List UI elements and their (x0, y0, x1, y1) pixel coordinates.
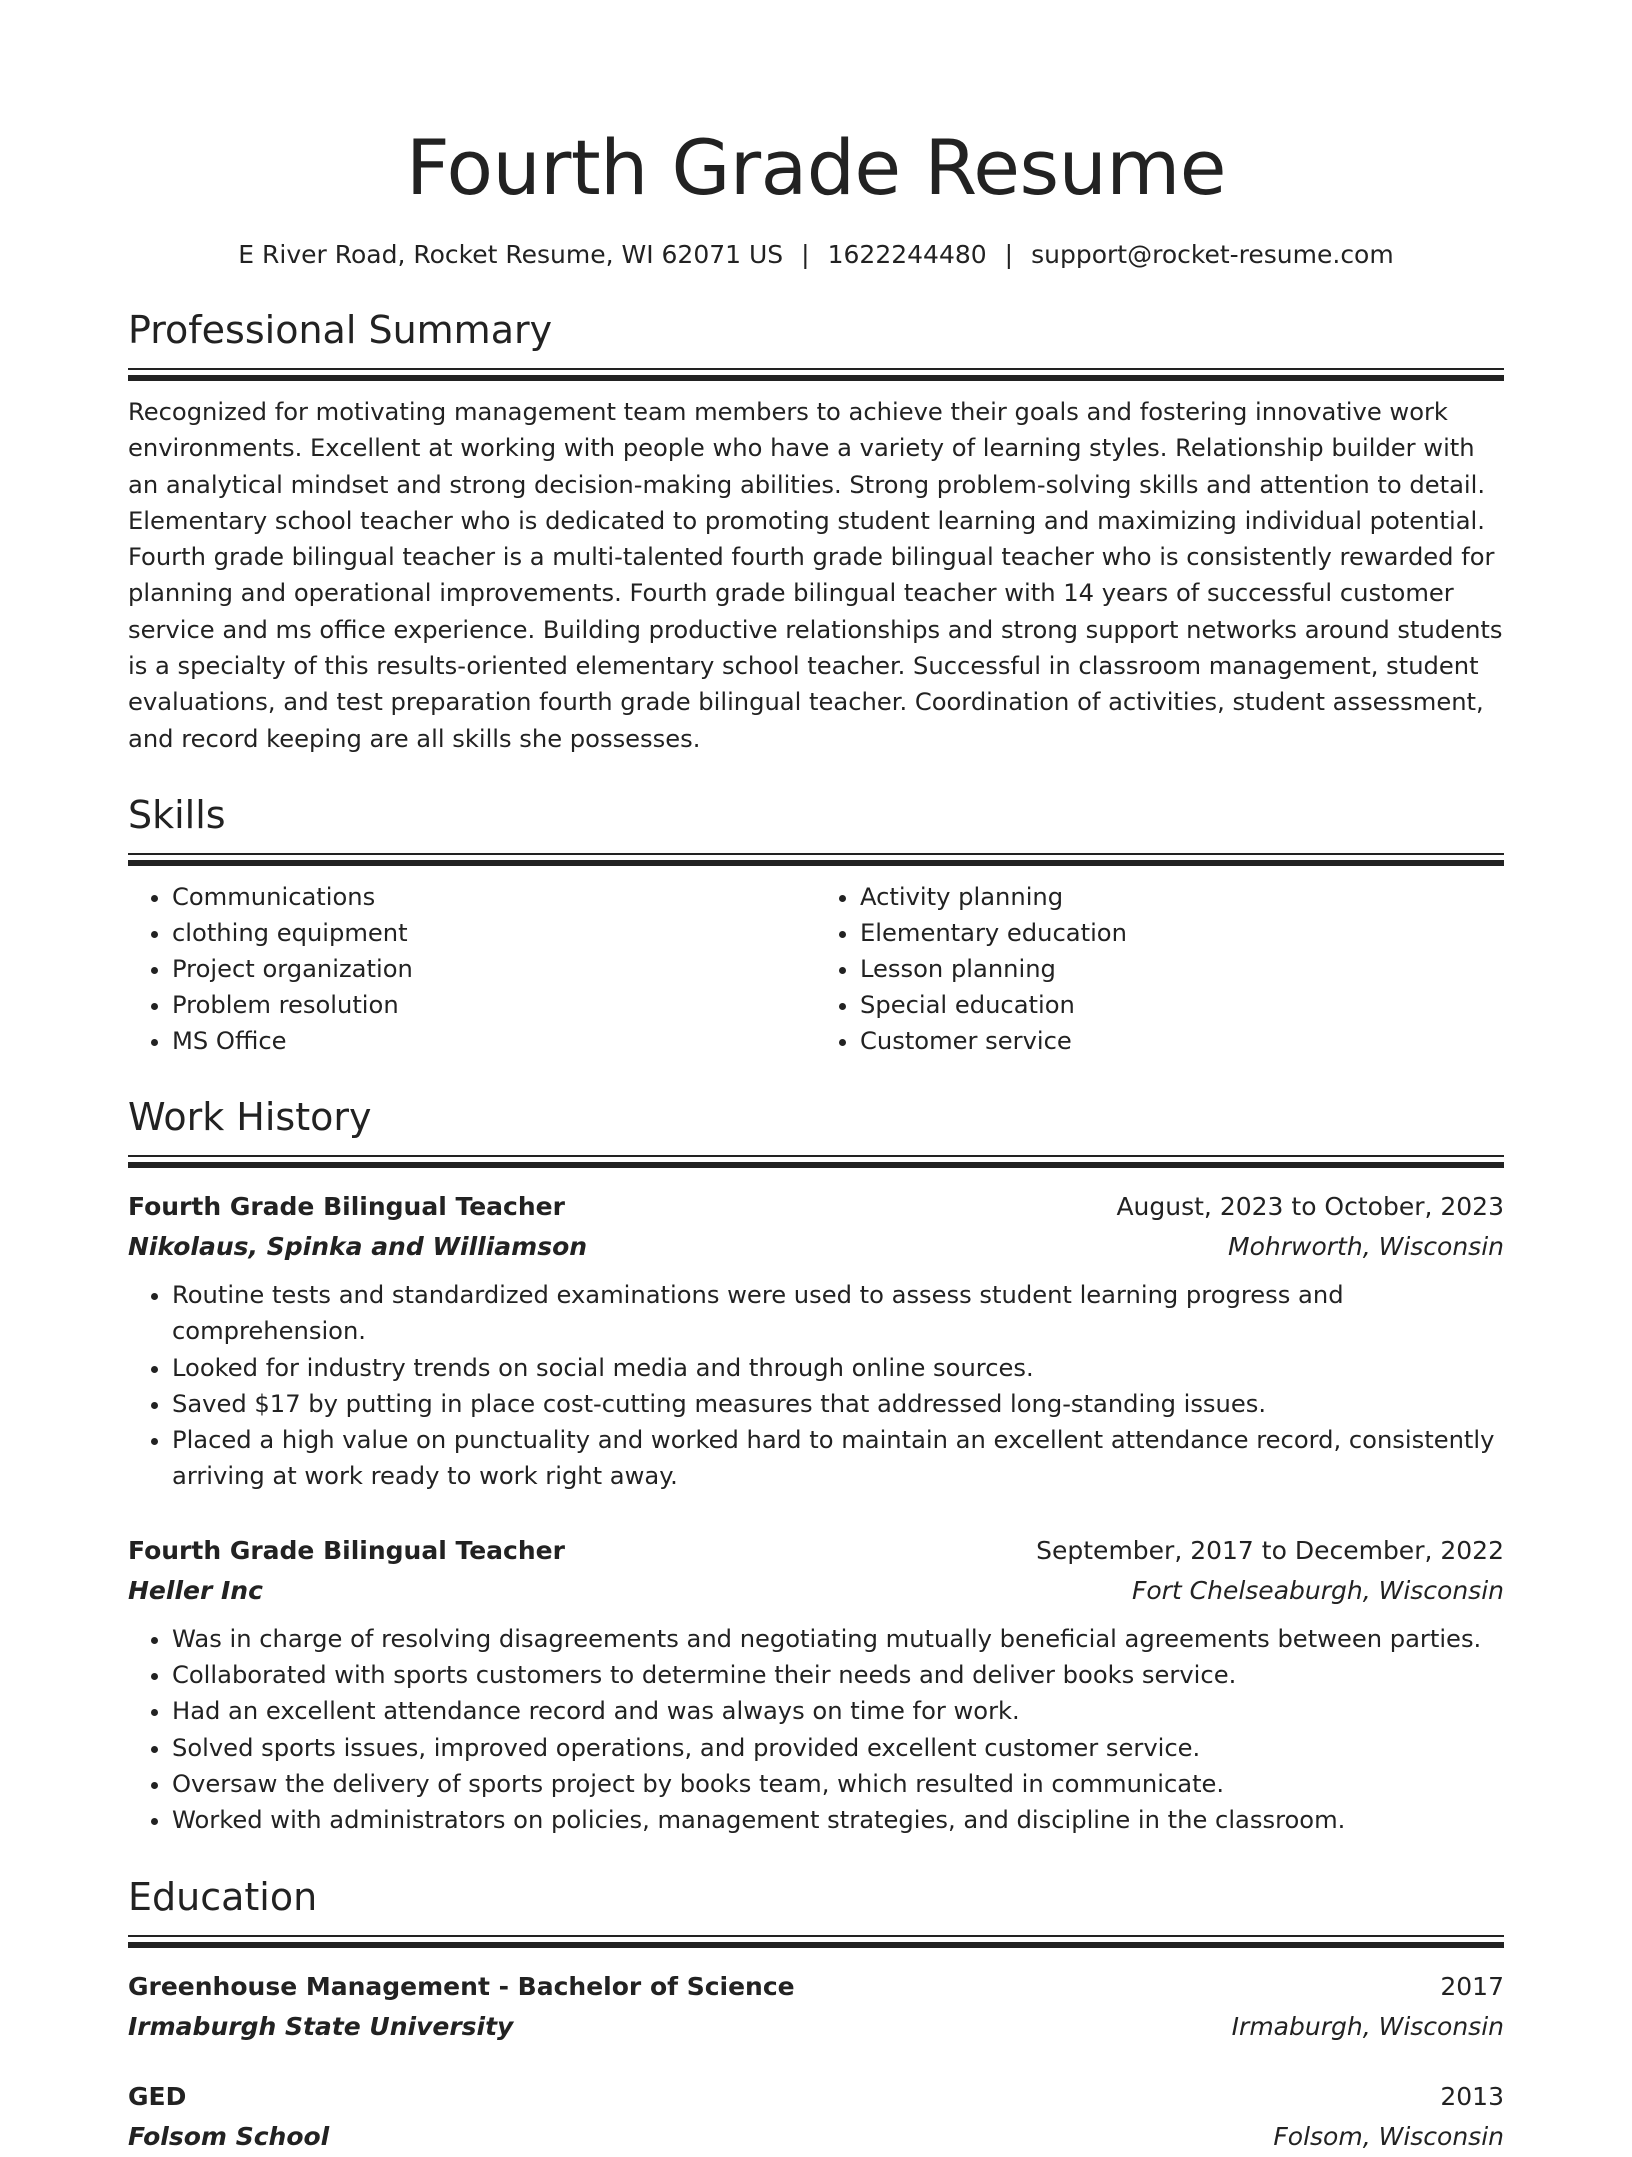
skill-item: • Elementary education (860, 915, 1504, 951)
summary-text: Recognized for motivating management team members to achieve their goals and fostering innovative work environments. Excellent at working with people who have a variety of learning styles. Relationship builder with an analytical mindset and strong decision-making abilities. Strong problem-solving skills and attention to detail. Elementary school teacher who is dedicated to promoting student learning and maximizing individual potential. Fourth grade bilingual teacher is a multi-talented fourth grade bilingual teacher who is consistently rewarded for planning and operational improvements. Fourth grade bilingual teacher with 14 years of successful customer service and ms office experience. Building productive relationships and strong support networks around students is a specialty of this results-oriented elementary school teacher. Successful in classroom management, student evaluations, and test preparation fourth grade bilingual teacher. Coordination of activities, student assessment, and record keeping are all skills she possesses. (128, 398, 1503, 753)
skill-item: • MS Office (172, 1023, 816, 1059)
contact-line (128, 238, 1504, 272)
education-degree: Greenhouse Management - Bachelor of Science (128, 1971, 795, 2001)
education-school-row (128, 2007, 1504, 2047)
section-divider (128, 1935, 1504, 1947)
job-header-row (128, 1531, 1504, 1571)
job-bullet: • Saved $17 by putting in place cost-cutting measures that addressed long-standing issues. (172, 1386, 1504, 1422)
skill-item: • Special education (860, 987, 1504, 1023)
skills-list-left (128, 879, 816, 1059)
education-entry (128, 1967, 1504, 2047)
job-bullet: • Was in charge of resolving disagreements and negotiating mutually beneficial agreements between parties. (172, 1621, 1504, 1657)
skill-item: • Activity planning (860, 879, 1504, 915)
skill-item: • Communications (172, 879, 816, 915)
job-bullets (128, 1621, 1504, 1839)
skills-columns (128, 879, 1504, 1059)
job-bullet: • Worked with administrators on policies, management strategies, and discipline in the classroom. (172, 1802, 1504, 1838)
job-header-row (128, 1187, 1504, 1227)
skill-item: • clothing equipment (172, 915, 816, 951)
section-divider (128, 853, 1504, 865)
education-location: Irmaburgh, Wisconsin (1231, 2011, 1504, 2041)
job-bullets (128, 1277, 1504, 1495)
contact-separator: | (1004, 240, 1014, 269)
contact-separator: | (801, 240, 810, 269)
education-header-row (128, 2077, 1504, 2117)
job-company: Heller Inc (128, 1575, 263, 1605)
job-dates: August, 2023 to October, 2023 (1116, 1191, 1504, 1221)
education-location: Folsom, Wisconsin (1273, 2121, 1504, 2151)
education-school: Irmaburgh State University (128, 2011, 514, 2041)
job-location: Fort Chelseaburgh, Wisconsin (1131, 1575, 1504, 1605)
work-history-heading: Work History (128, 1094, 372, 1139)
education-heading: Education (128, 1874, 318, 1919)
skill-item: • Project organization (172, 951, 816, 987)
job-bullet: • Placed a high value on punctuality and worked hard to maintain an excellent attendance record, consistently arriving at work ready to work right away. (172, 1422, 1504, 1495)
job-entry (128, 1187, 1504, 1495)
job-bullet: • Oversaw the delivery of sports project by books team, which resulted in communicate. (172, 1766, 1504, 1802)
job-company-row (128, 1571, 1504, 1611)
section-divider (128, 1155, 1504, 1167)
education-header-row (128, 1967, 1504, 2007)
skills-heading: Skills (128, 792, 226, 837)
job-bullet: • Had an excellent attendance record and was always on time for work. (172, 1693, 1504, 1729)
education-year: 2013 (1440, 2081, 1504, 2111)
education-year: 2017 (1440, 1971, 1504, 2001)
education-school-row (128, 2117, 1504, 2157)
resume-title: Fourth Grade Resume (405, 123, 1227, 212)
education-degree: GED (128, 2081, 187, 2111)
summary-heading: Professional Summary (128, 308, 553, 352)
job-entry (128, 1531, 1504, 1839)
skills-list-right (816, 879, 1504, 1059)
job-dates: September, 2017 to December, 2022 (1036, 1535, 1504, 1565)
skill-item: • Customer service (860, 1023, 1504, 1059)
job-company: Nikolaus, Spinka and Williamson (128, 1231, 588, 1261)
section-divider (128, 368, 1504, 380)
job-title: Fourth Grade Bilingual Teacher (128, 1191, 565, 1221)
job-bullet: • Routine tests and standardized examinations were used to assess student learning progress and comprehension. (172, 1277, 1504, 1350)
job-title: Fourth Grade Bilingual Teacher (128, 1535, 565, 1565)
phone-text: 1622244480 (827, 240, 987, 269)
job-bullet: • Looked for industry trends on social media and through online sources. (172, 1350, 1504, 1386)
email-text: support@rocket-resume.com (1031, 240, 1394, 269)
job-bullet: • Collaborated with sports customers to determine their needs and deliver books service. (172, 1657, 1504, 1693)
job-location: Mohrworth, Wisconsin (1228, 1231, 1504, 1261)
education-entry (128, 2077, 1504, 2157)
skill-item: • Lesson planning (860, 951, 1504, 987)
address-text: E River Road, Rocket Resume, WI 62071 US (238, 240, 784, 269)
skill-item: • Problem resolution (172, 987, 816, 1023)
job-company-row (128, 1227, 1504, 1267)
job-bullet: • Solved sports issues, improved operations, and provided excellent customer service. (172, 1730, 1504, 1766)
education-school: Folsom School (128, 2121, 330, 2151)
